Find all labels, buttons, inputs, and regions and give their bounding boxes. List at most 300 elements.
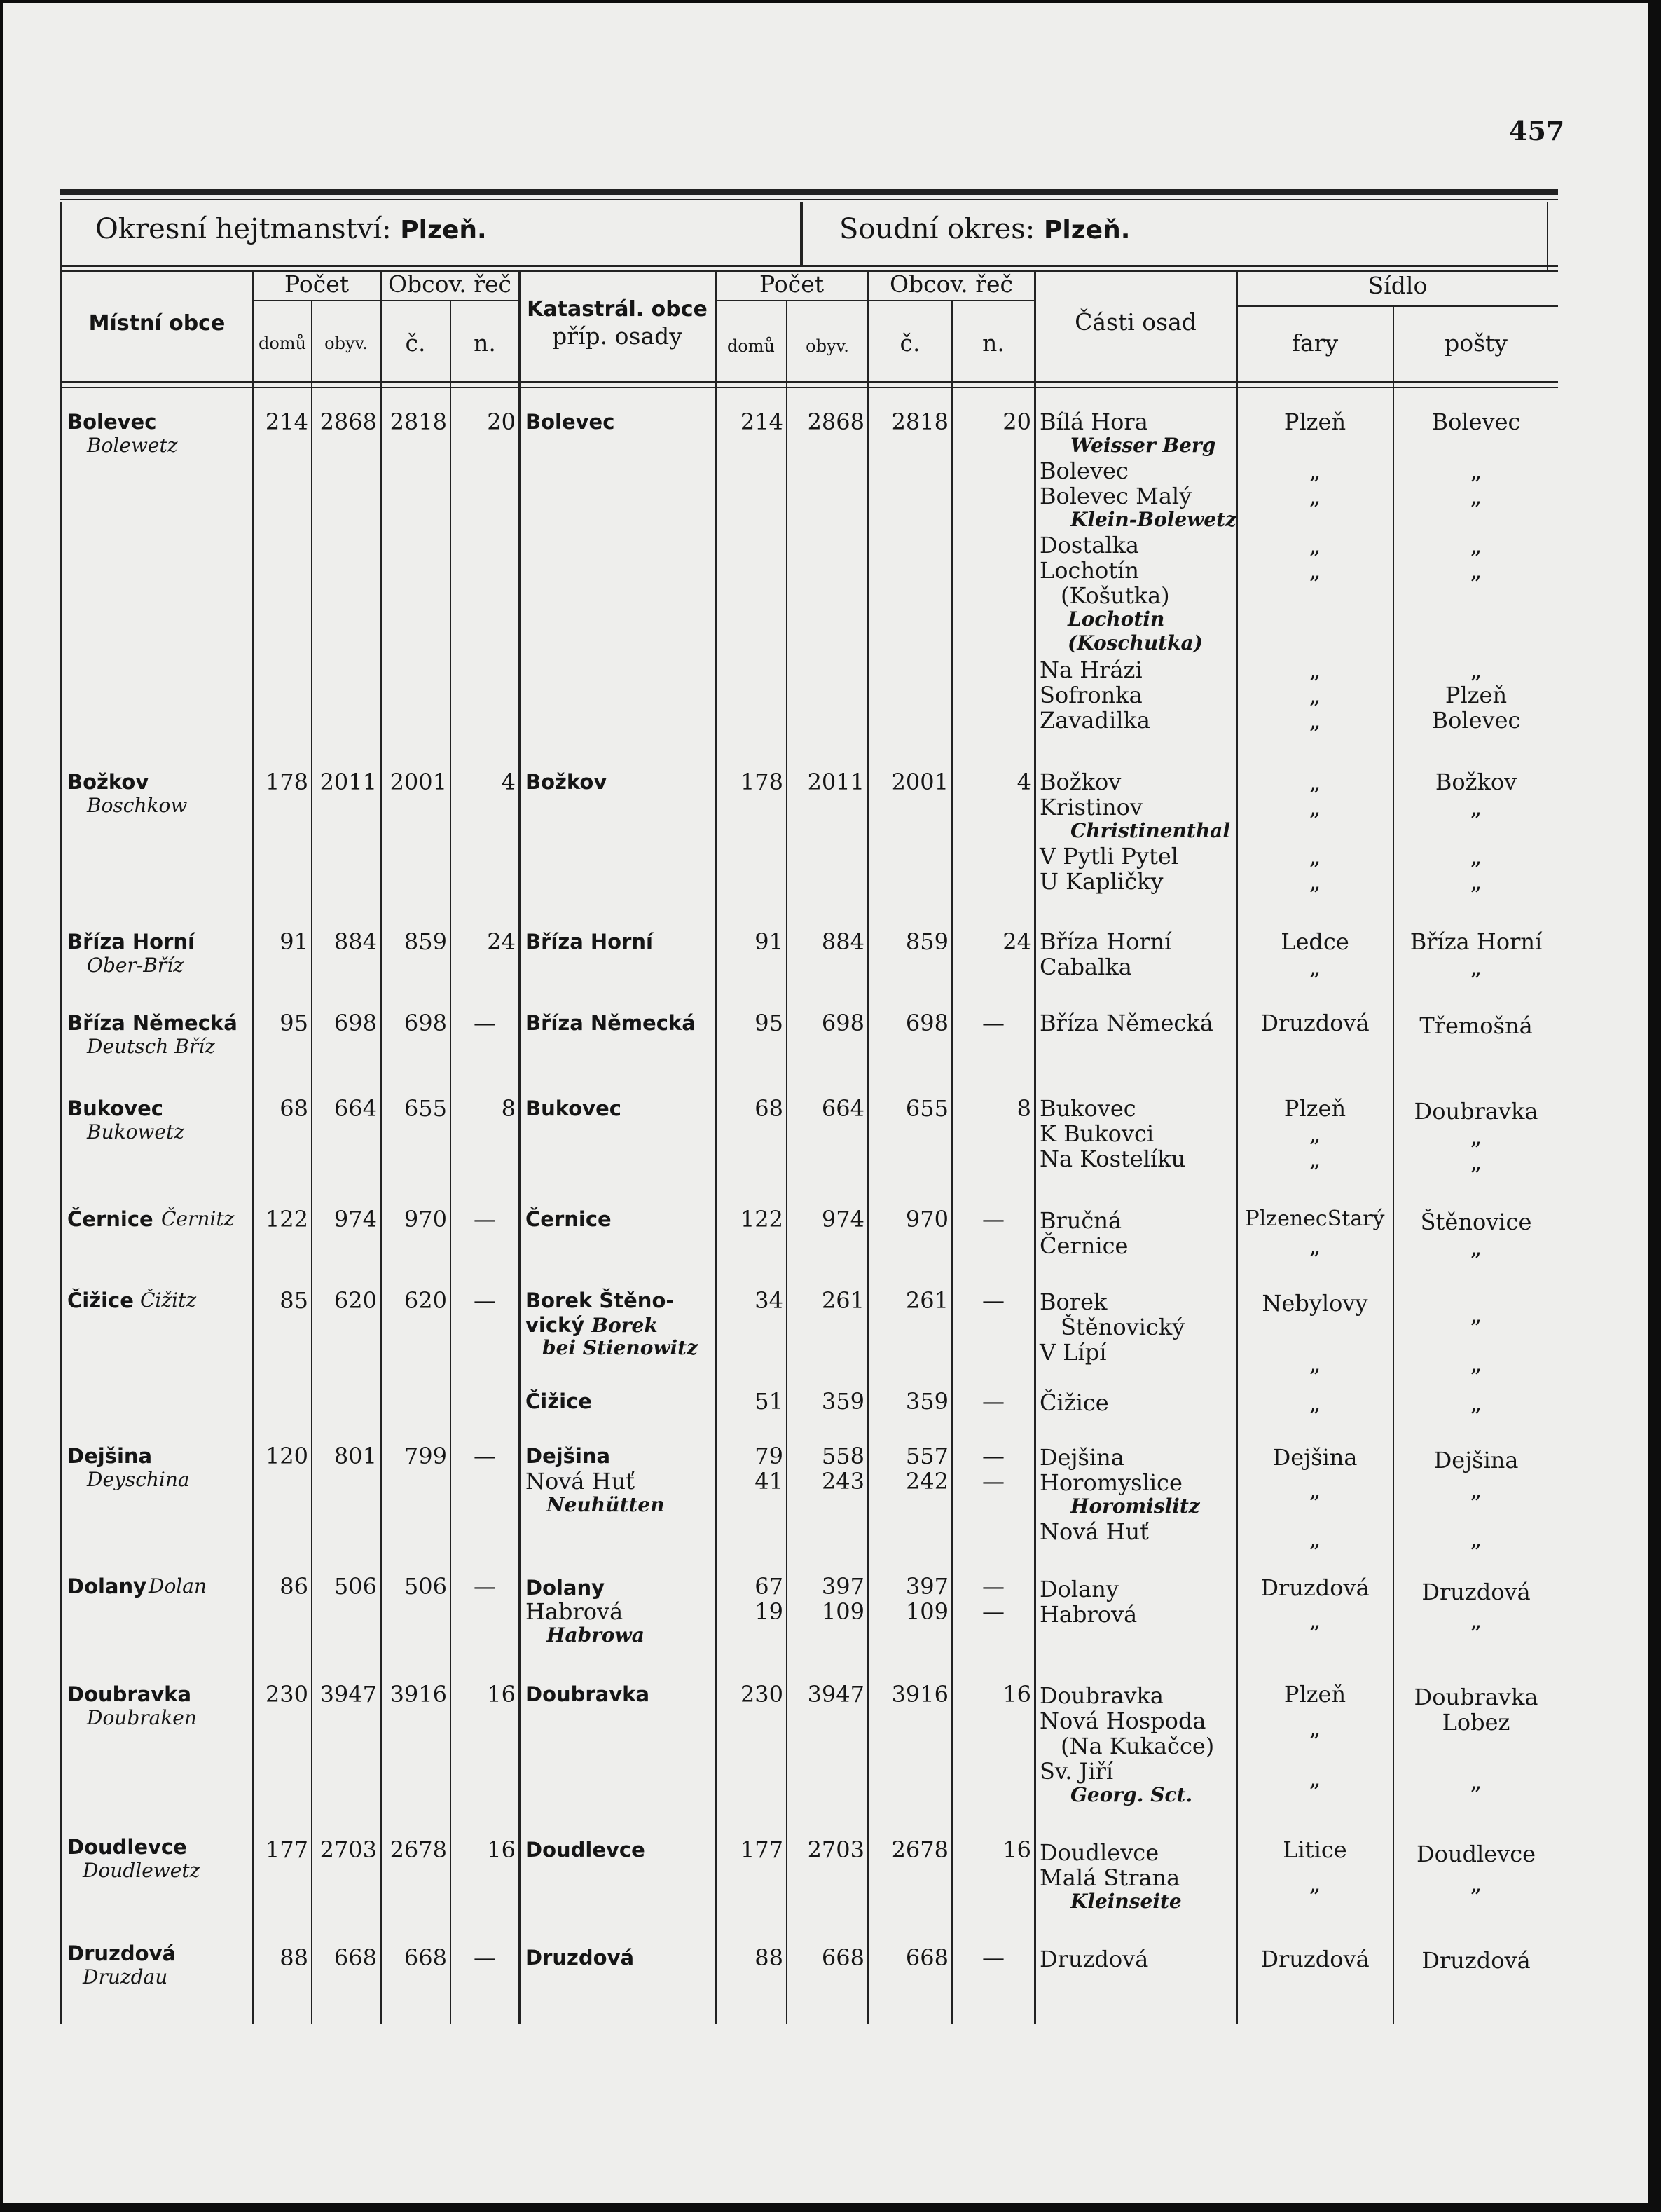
kat-c: 698 <box>905 1010 949 1036</box>
fara: „ <box>1309 1765 1321 1792</box>
col-sidlo: Sídlo <box>1367 272 1428 299</box>
posta: „ <box>1470 1525 1482 1552</box>
obec-name-de: Dolan <box>149 1574 207 1598</box>
posta: „ <box>1470 458 1482 484</box>
fara: Nebylovy <box>1262 1290 1368 1317</box>
hdr-bottom-rule-2 <box>60 387 1558 388</box>
nemecky: 20 <box>487 408 516 435</box>
col-katastral: Katastrál. obce <box>527 297 708 322</box>
posta: „ <box>1470 1148 1482 1175</box>
posta: „ <box>1470 1870 1482 1897</box>
cesky: 698 <box>404 1010 447 1036</box>
kat-name: Bukovec <box>525 1097 621 1120</box>
kat-obyv: 359 <box>821 1388 864 1415</box>
cast: V Pytli Pytel <box>1040 843 1179 870</box>
fara: „ <box>1309 483 1321 509</box>
cast: (Na Kukačce) <box>1061 1733 1215 1759</box>
posta: „ <box>1470 1607 1482 1633</box>
kat-obyv: 698 <box>821 1010 864 1036</box>
fara: „ <box>1309 769 1321 795</box>
kat-c: 2818 <box>891 408 949 435</box>
kat-domu: 19 <box>754 1598 783 1625</box>
cast: Černice <box>1040 1232 1129 1259</box>
posta: Dejšina <box>1433 1447 1519 1473</box>
kat-obyv: 397 <box>821 1573 864 1600</box>
col-n-2: n. <box>982 329 1005 357</box>
col-c: č. <box>405 329 426 357</box>
kat-name: Čižice <box>525 1389 592 1413</box>
fara: „ <box>1309 1870 1321 1897</box>
col-domu-2: domů <box>726 336 776 356</box>
kat-name: Druzdová <box>525 1946 635 1970</box>
domu: 178 <box>265 769 308 795</box>
cast: U Kapličky <box>1040 868 1164 895</box>
fara: Druzdová <box>1260 1010 1370 1036</box>
posta: „ <box>1470 1350 1482 1377</box>
cesky: 799 <box>404 1443 447 1469</box>
cesky: 620 <box>404 1287 447 1314</box>
vrule <box>380 272 382 2024</box>
nemecky: — <box>474 1206 496 1232</box>
fara: PlzenecStarý <box>1245 1207 1385 1231</box>
cast: Na Hrázi <box>1040 657 1143 683</box>
domu: 85 <box>280 1287 308 1314</box>
cast: Malá Strana <box>1040 1864 1180 1891</box>
kat-c: 668 <box>905 1944 949 1971</box>
obec-name: Doudlevce <box>67 1835 187 1859</box>
page-number: 457 <box>1509 115 1565 146</box>
fara: „ <box>1309 1525 1321 1552</box>
kat-name: Bříza Horní <box>525 930 653 954</box>
domu: 86 <box>280 1573 308 1600</box>
obyv: 506 <box>333 1573 377 1600</box>
fara: Dejšina <box>1272 1444 1358 1471</box>
fara: „ <box>1309 458 1321 484</box>
cast: Bříza Německá <box>1040 1010 1213 1036</box>
kat-c: 655 <box>905 1095 949 1122</box>
kat-n: — <box>982 1388 1005 1415</box>
cast: Nová Huť <box>1040 1518 1149 1545</box>
cast: Bukovec <box>1040 1095 1136 1122</box>
kat-domu: 68 <box>754 1095 783 1122</box>
cast: Dolany <box>1040 1576 1119 1602</box>
kat-name: Habrová <box>525 1598 623 1625</box>
fara: „ <box>1309 843 1321 870</box>
kat-n: — <box>982 1468 1005 1495</box>
kat-n: — <box>982 1206 1005 1232</box>
cesky: 655 <box>404 1095 447 1122</box>
posta: Třemošná <box>1419 1012 1533 1039</box>
kat-c: 2001 <box>891 769 949 795</box>
cast: Bolevec Malý <box>1040 483 1192 509</box>
posta: „ <box>1470 868 1482 895</box>
nemecky: — <box>474 1010 496 1036</box>
domu: 177 <box>265 1836 308 1863</box>
fara: „ <box>1309 1232 1321 1259</box>
col-obcov-rec: Obcov. řeč <box>387 270 512 298</box>
vrule <box>1034 272 1036 2024</box>
kat-c: 859 <box>905 928 949 955</box>
posta: „ <box>1470 483 1482 509</box>
kat-n: 4 <box>1016 769 1031 795</box>
posta: „ <box>1470 1301 1482 1328</box>
vrule <box>715 272 717 2024</box>
fara: „ <box>1309 1120 1321 1147</box>
obyv: 668 <box>333 1944 377 1971</box>
district-label: Okresní hejtmanství: <box>95 213 392 245</box>
posta: Bolevec <box>1431 408 1521 435</box>
kat-obyv: 2703 <box>807 1836 864 1863</box>
kat-domu: 67 <box>754 1573 783 1600</box>
posta: Doubravka <box>1414 1684 1538 1710</box>
cast: Borek <box>1040 1289 1108 1315</box>
kat-name: Nová Huť <box>525 1468 635 1495</box>
kat-n: 20 <box>1002 408 1031 435</box>
posta: „ <box>1470 557 1482 584</box>
kat-c: 109 <box>905 1598 949 1625</box>
hdr-sub-rule <box>254 300 518 301</box>
cast: Lochotín <box>1040 557 1140 584</box>
kat-n: — <box>982 1287 1005 1314</box>
col-posty: pošty <box>1445 329 1508 357</box>
fara: Druzdová <box>1260 1946 1370 1972</box>
obyv: 2703 <box>319 1836 377 1863</box>
kat-domu: 214 <box>740 408 783 435</box>
obec-name-de: Boschkow <box>87 794 188 817</box>
fara: Litice <box>1283 1836 1347 1863</box>
obec-name: Bukovec <box>67 1097 163 1120</box>
posta: Plzeň <box>1445 682 1508 708</box>
cesky: 506 <box>404 1573 447 1600</box>
cast: Bílá Hora <box>1040 408 1148 435</box>
cast: Čižice <box>1040 1389 1109 1416</box>
kat-obyv: 3947 <box>807 1681 864 1708</box>
obyv: 2868 <box>319 408 377 435</box>
cast: Dostalka <box>1040 532 1139 558</box>
obec-name-de: Doubraken <box>87 1706 197 1729</box>
posta: Doudlevce <box>1416 1841 1536 1867</box>
kat-domu: 178 <box>740 769 783 795</box>
cast: Sv. Jiří <box>1040 1758 1114 1785</box>
obyv: 620 <box>333 1287 377 1314</box>
obyv: 664 <box>333 1095 377 1122</box>
cesky: 2818 <box>390 408 447 435</box>
obec-name: Čižice <box>67 1289 134 1312</box>
nemecky: 16 <box>487 1681 516 1708</box>
obec-name-de: Bukowetz <box>87 1120 184 1143</box>
kat-name: Černice <box>525 1207 612 1231</box>
obyv: 2011 <box>319 769 377 795</box>
posta: Štěnovice <box>1420 1209 1532 1235</box>
vrule-left <box>60 202 62 2024</box>
cast: Druzdová <box>1040 1946 1149 1972</box>
fara: „ <box>1309 1350 1321 1377</box>
kat-obyv: 2011 <box>807 769 864 795</box>
obec-name: Bříza Horní <box>67 930 195 954</box>
obec-name-de: Deyschina <box>87 1468 190 1491</box>
kat-n: 8 <box>1016 1095 1031 1122</box>
domu: 120 <box>265 1443 308 1469</box>
kat-name-part: vický <box>525 1313 585 1337</box>
kat-domu: 122 <box>740 1206 783 1232</box>
kat-name: Bříza Německá <box>525 1011 696 1035</box>
vrule <box>951 300 953 2024</box>
fara: „ <box>1309 868 1321 895</box>
kat-name: Dejšina <box>525 1444 611 1468</box>
kat-n: 24 <box>1002 928 1031 955</box>
col-mistni-obce: Místní obce <box>88 311 226 336</box>
fara: „ <box>1309 1715 1321 1741</box>
kat-n: — <box>982 1944 1005 1971</box>
cast: Bolevec <box>1040 458 1129 484</box>
court-name: Plzeň. <box>1043 216 1131 245</box>
kat-obyv: 664 <box>821 1095 864 1122</box>
kat-obyv: 2868 <box>807 408 864 435</box>
obec-name: Dolany <box>67 1574 147 1598</box>
kat-n: — <box>982 1598 1005 1625</box>
fara: Plzeň <box>1283 1095 1346 1122</box>
kat-domu: 51 <box>754 1388 783 1415</box>
obyv: 884 <box>333 928 377 955</box>
district-heading <box>95 213 487 245</box>
obec-name-de: Ober-Bříz <box>87 954 184 977</box>
kat-name: Dolany <box>525 1576 605 1600</box>
domu: 122 <box>265 1206 308 1232</box>
posta: „ <box>1470 1476 1482 1503</box>
kat-name: Bolevec <box>525 410 615 434</box>
kat-n: 16 <box>1002 1836 1031 1863</box>
vrule <box>252 272 254 2024</box>
posta: „ <box>1470 794 1482 820</box>
cast: Sofronka <box>1040 682 1143 708</box>
posta: „ <box>1470 1123 1482 1150</box>
fara: „ <box>1309 682 1321 708</box>
fara: „ <box>1309 1607 1321 1633</box>
cast-de: (Koschutka) <box>1068 631 1203 654</box>
kat-c: 557 <box>905 1443 949 1469</box>
domu: 214 <box>265 408 308 435</box>
cast: Bříza Horní <box>1040 928 1172 955</box>
kat-domu: 88 <box>754 1944 783 1971</box>
top-rule-thin <box>60 199 1558 200</box>
nemecky: 16 <box>487 1836 516 1863</box>
obec-name-de: Druzdau <box>83 1965 168 1988</box>
kat-n: — <box>982 1010 1005 1036</box>
fara: „ <box>1309 1476 1321 1503</box>
obec-name-de: Doudlewetz <box>83 1859 200 1882</box>
kat-obyv: 974 <box>821 1206 864 1232</box>
header-rule <box>60 265 1558 267</box>
kat-name: Doubravka <box>525 1682 650 1706</box>
cesky: 2678 <box>390 1836 447 1863</box>
domu: 88 <box>280 1944 308 1971</box>
court-label: Soudní okres: <box>839 213 1035 245</box>
cast: Doubravka <box>1040 1682 1164 1709</box>
cast: Zavadilka <box>1040 707 1150 734</box>
posta: „ <box>1470 1389 1482 1416</box>
posta: Bříza Horní <box>1410 928 1543 955</box>
fara: Ledce <box>1281 928 1349 955</box>
fara: „ <box>1309 794 1321 820</box>
col-katastral-2: příp. osady <box>552 322 682 350</box>
posta: „ <box>1470 1234 1482 1260</box>
cesky: 970 <box>404 1206 447 1232</box>
nemecky: 8 <box>501 1095 516 1122</box>
cast: Habrová <box>1040 1601 1138 1628</box>
cast: Na Kostelíku <box>1040 1146 1186 1172</box>
obyv: 698 <box>333 1010 377 1036</box>
cast: Dejšina <box>1040 1444 1124 1471</box>
cast-de: Klein-Bolewetz <box>1070 508 1236 531</box>
cast-de: Weisser Berg <box>1070 434 1216 457</box>
domu: 230 <box>265 1681 308 1708</box>
cast: V Lípí <box>1040 1339 1107 1366</box>
kat-c: 2678 <box>891 1836 949 1863</box>
obec-name: Doubravka <box>67 1682 192 1706</box>
cast: Bručná <box>1040 1207 1122 1234</box>
cesky: 668 <box>404 1944 447 1971</box>
obec-name-de: Bolewetz <box>87 434 178 457</box>
obec-name-de: Čižitz <box>140 1289 197 1312</box>
kat-name: Doudlevce <box>525 1838 645 1862</box>
obec-name: Božkov <box>67 770 149 794</box>
kat-name-de: Habrowa <box>546 1623 645 1647</box>
cast: K Bukovci <box>1040 1120 1155 1147</box>
page-sheet <box>3 3 1648 2203</box>
fara: Druzdová <box>1260 1574 1370 1601</box>
nemecky: 24 <box>487 928 516 955</box>
kat-domu: 177 <box>740 1836 783 1863</box>
obec-name-de: Deutsch Bříz <box>87 1035 215 1058</box>
nemecky: 4 <box>501 769 516 795</box>
fara: „ <box>1309 557 1321 584</box>
hdr-bottom-rule <box>60 381 1558 383</box>
col-obcov-rec-2: Obcov. řeč <box>889 270 1014 298</box>
vrule <box>450 300 451 2024</box>
kat-obyv: 884 <box>821 928 864 955</box>
kat-c: 359 <box>905 1388 949 1415</box>
kat-obyv: 558 <box>821 1443 864 1469</box>
obyv: 3947 <box>319 1681 377 1708</box>
obyv: 801 <box>333 1443 377 1469</box>
kat-n: 16 <box>1002 1681 1031 1708</box>
col-casti-osad: Části osad <box>1075 308 1197 336</box>
obec-name: Bolevec <box>67 410 157 434</box>
cesky: 2001 <box>390 769 447 795</box>
court-heading <box>839 213 1130 245</box>
obec-name: Černice <box>67 1207 153 1231</box>
kat-domu: 34 <box>754 1287 783 1314</box>
cast: Božkov <box>1040 769 1122 795</box>
kat-name: Borek Štěno- <box>525 1289 675 1312</box>
kat-c: 970 <box>905 1206 949 1232</box>
cast-de: Horomislitz <box>1070 1495 1200 1518</box>
cast: Doudlevce <box>1040 1839 1159 1866</box>
kat-n: — <box>982 1443 1005 1469</box>
fara: „ <box>1309 532 1321 558</box>
kat-name-de: bei Stienowitz <box>542 1336 698 1359</box>
kat-c: 261 <box>905 1287 949 1314</box>
nemecky: — <box>474 1573 496 1600</box>
posta: „ <box>1470 657 1482 683</box>
nemecky: — <box>474 1443 496 1469</box>
cast: Cabalka <box>1040 954 1132 980</box>
posta: Božkov <box>1435 769 1517 795</box>
obyv: 974 <box>333 1206 377 1232</box>
fara: „ <box>1309 657 1321 683</box>
cesky: 3916 <box>390 1681 447 1708</box>
col-n: n. <box>474 329 496 357</box>
hdr-sub-rule <box>1237 305 1558 307</box>
nemecky: — <box>474 1287 496 1314</box>
vrule <box>786 300 787 2024</box>
col-domu: domů <box>258 334 307 353</box>
kat-obyv: 109 <box>821 1598 864 1625</box>
kat-c: 397 <box>905 1573 949 1600</box>
district-name: Plzeň. <box>400 216 487 245</box>
kat-name-line2 <box>525 1312 658 1338</box>
posta: Doubravka <box>1414 1098 1538 1125</box>
cast: (Košutka) <box>1061 582 1170 609</box>
cast-de: Georg. Sct. <box>1070 1783 1193 1806</box>
obec-name-de: Černitz <box>161 1207 235 1230</box>
fara: „ <box>1309 954 1321 980</box>
cast-de: Kleinseite <box>1070 1890 1182 1913</box>
domu: 91 <box>280 928 308 955</box>
kat-domu: 95 <box>754 1010 783 1036</box>
cast-de: Lochotin <box>1068 607 1165 631</box>
vrule <box>867 272 869 2024</box>
kat-name-de: Neuhütten <box>546 1493 665 1516</box>
col-pocet: Počet <box>284 270 349 298</box>
fara: „ <box>1309 1146 1321 1172</box>
kat-name: Božkov <box>525 770 607 794</box>
kat-c: 242 <box>905 1468 949 1495</box>
kat-domu: 230 <box>740 1681 783 1708</box>
kat-domu: 91 <box>754 928 783 955</box>
vrule <box>518 272 521 2024</box>
col-pocet-2: Počet <box>759 270 824 298</box>
col-obyv: obyv. <box>324 334 368 353</box>
obec-name: Bříza Německá <box>67 1011 237 1035</box>
kat-obyv: 261 <box>821 1287 864 1314</box>
fara: „ <box>1309 707 1321 734</box>
kat-name-de: Borek <box>591 1314 658 1337</box>
kat-domu: 41 <box>754 1468 783 1495</box>
posta: Lobez <box>1442 1709 1510 1736</box>
vrule <box>311 300 312 2024</box>
cast: Nová Hospoda <box>1040 1708 1206 1734</box>
top-rule <box>60 189 1558 195</box>
kat-domu: 79 <box>754 1443 783 1469</box>
kat-obyv: 668 <box>821 1944 864 1971</box>
fara: Plzeň <box>1283 1681 1346 1708</box>
posta: „ <box>1470 843 1482 870</box>
fara: Plzeň <box>1283 408 1346 435</box>
col-obyv-2: obyv. <box>806 336 849 356</box>
cast: Kristinov <box>1040 794 1143 820</box>
fara: „ <box>1309 1389 1321 1416</box>
posta: Druzdová <box>1421 1579 1531 1605</box>
kat-obyv: 243 <box>821 1468 864 1495</box>
posta: „ <box>1470 532 1482 558</box>
posta: Druzdová <box>1421 1947 1531 1974</box>
posta: „ <box>1470 1768 1482 1794</box>
col-fary: fary <box>1291 329 1339 357</box>
cast-de: Christinenthal <box>1070 819 1230 842</box>
domu: 95 <box>280 1010 308 1036</box>
cast: Horomyslice <box>1040 1469 1183 1496</box>
